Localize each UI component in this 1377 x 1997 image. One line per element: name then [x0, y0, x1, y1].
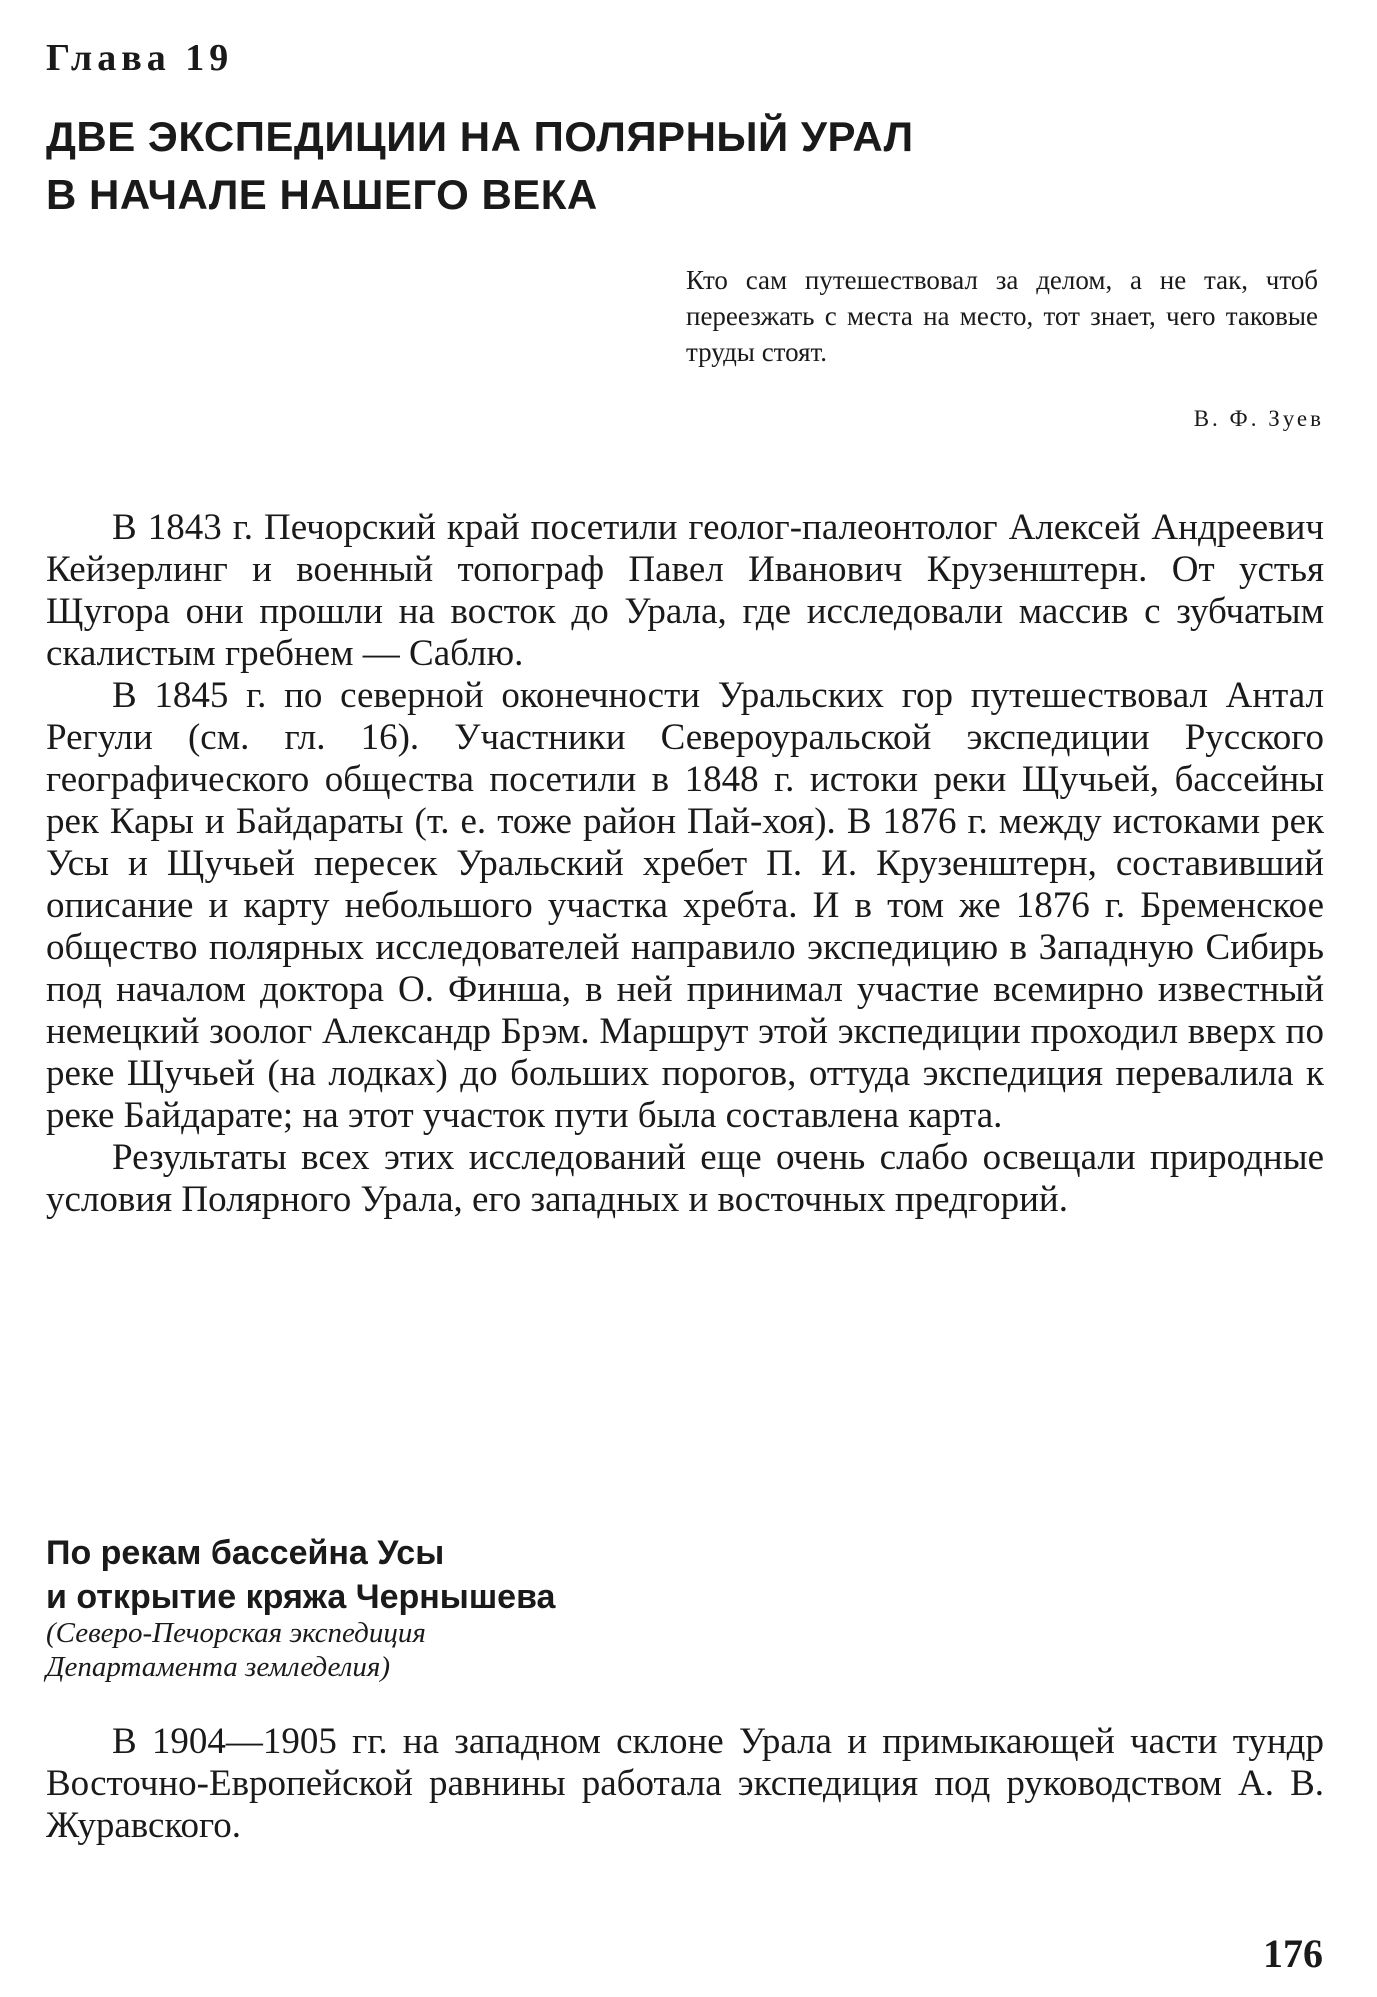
paragraph: Результаты всех этих исследований еще очень слабо освещали природные условия Полярного Урала, его западных и восточных предгорий. [46, 1137, 1324, 1220]
epigraph-text: Кто сам путешествовал за делом, а не так, чтоб переезжать с места на место, тот знает, чего таковые труды стоят. [686, 265, 1318, 367]
epigraph-author: В. Ф. Зуев [1193, 406, 1324, 431]
section-body [46, 1721, 1324, 1847]
chapter-title [46, 108, 914, 224]
section-heading-line: и открытие кряжа Чернышева [46, 1578, 556, 1616]
section-subtitle-line: (Северо-Печорская экспедиция [46, 1617, 426, 1649]
paragraph: В 1843 г. Печорский край посетили геолог-палеонтолог Алексей Андреевич Кейзерлинг и военный топограф Павел Иванович Крузенштерн. От устья Щугора они прошли на восток до Урала, где исследовали массив с зубчатым скалистым гребнем — Саблю. [46, 507, 1324, 674]
paragraph: В 1845 г. по северной оконечности Уральских гор путешествовал Антал Регули (см. гл. 16). Участники Североуральской экспедиции Русского географического общества посетили в 1848 г. истоки реки Щучьей, бассейны рек Кары и Байдараты (т. е. тоже район Пай-хоя). В 1876 г. между истоками рек Усы и Щучьей пересек Уральский хребет П. И. Крузенштерн, составивший описание и карту небольшого участка хребта. И в том же 1876 г. Бременское общество полярных исследователей направило экспедицию в Западную Сибирь под началом доктора О. Финша, в ней принимал участие всемирно известный немецкий зоолог Александр Брэм. Маршрут этой экспедиции проходил вверх по реке Щучьей (на лодках) до больших порогов, оттуда экспедиция перевалила к реке Байдарате; на этот участок пути была составлена карта. [46, 675, 1324, 1136]
chapter-body [46, 507, 1324, 1221]
chapter-label: Глава 19 [46, 37, 234, 79]
chapter-title-line: ДВЕ ЭКСПЕДИЦИИ НА ПОЛЯРНЫЙ УРАЛ [46, 113, 914, 160]
page-number: 176 [1263, 1931, 1323, 1976]
section-subtitle-line: Департамента земледелия) [46, 1651, 390, 1683]
chapter-title-line: В НАЧАЛЕ НАШЕГО ВЕКА [46, 171, 598, 218]
book-page [46, 0, 1331, 1997]
section-heading [46, 1531, 555, 1619]
paragraph: В 1904—1905 гг. на западном склоне Урала и примыкающей части тундр Восточно-Европейской равнины работала экспедиция под руководством А. В. Журавского. [46, 1721, 1324, 1846]
section-heading-line: По рекам бассейна Усы [46, 1534, 445, 1572]
section-subtitle [46, 1616, 426, 1684]
